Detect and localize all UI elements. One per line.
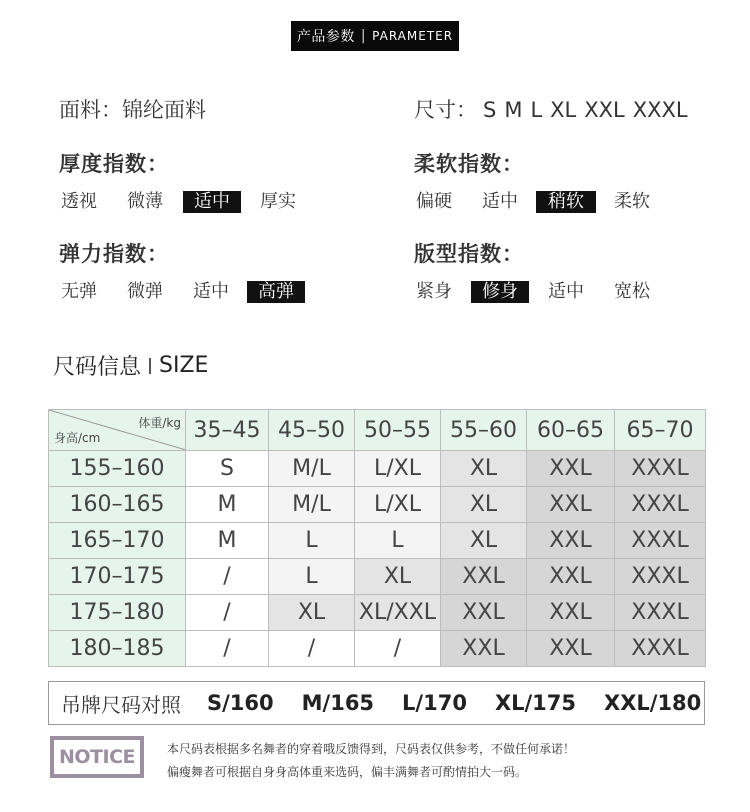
elasticity-heading: 弹力指数：: [59, 242, 169, 266]
table-row: [49, 595, 706, 631]
height-range-cell: 165–170: [49, 523, 186, 559]
size-cell: XXL: [527, 523, 615, 559]
tag-comparison-item: S/160: [207, 691, 274, 715]
size-cell: XL: [441, 487, 527, 523]
size-cell: XXXL: [615, 559, 706, 595]
weight-column-header: 55–60: [441, 410, 527, 451]
elasticity-options: [59, 281, 305, 303]
softness-option: 柔软: [614, 191, 650, 212]
size-info-title-en: SIZE: [159, 353, 209, 378]
fabric-line: 面料：锦纶面料: [59, 98, 206, 122]
size-cell: XXL: [441, 595, 527, 631]
elasticity-option: 高弹: [247, 281, 305, 303]
softness-option: 偏硬: [416, 191, 452, 212]
softness-options: [414, 191, 652, 213]
size-cell: M/L: [269, 451, 355, 487]
height-range-cell: 160–165: [49, 487, 186, 523]
size-cell: XL/XXL: [355, 595, 441, 631]
corner-header-cell: [49, 410, 186, 451]
header-separator: |: [360, 28, 367, 44]
notice-badge: [50, 736, 144, 778]
size-value: L: [530, 98, 543, 122]
size-cell: XXL: [441, 631, 527, 667]
size-cell: M: [186, 487, 269, 523]
size-cell: L/XL: [355, 451, 441, 487]
table-row: [49, 487, 706, 523]
size-cell: XXXL: [615, 523, 706, 559]
fit-option: 修身: [471, 281, 529, 303]
table-row: [49, 559, 706, 595]
tag-comparison-item: XL/175: [494, 691, 577, 715]
table-row: [49, 523, 706, 559]
elasticity-option: 微弹: [127, 281, 163, 302]
weight-column-header: 45–50: [269, 410, 355, 451]
weight-column-header: 60–65: [527, 410, 615, 451]
size-cell: XL: [269, 595, 355, 631]
size-value: S: [483, 98, 497, 122]
thickness-option: 透视: [61, 191, 97, 212]
size-cell: XXL: [527, 451, 615, 487]
size-cell: XXL: [441, 559, 527, 595]
size-cell: L: [269, 559, 355, 595]
size-cell: /: [355, 631, 441, 667]
weight-column-header: 50–55: [355, 410, 441, 451]
weight-column-header: 65–70: [615, 410, 706, 451]
weight-column-header: 35–45: [186, 410, 269, 451]
softness-option: 稍软: [536, 191, 596, 213]
fit-option: 宽松: [614, 281, 650, 302]
size-cell: XXL: [527, 595, 615, 631]
tag-comparison-item: XXL/180: [604, 691, 702, 715]
table-row: [49, 631, 706, 667]
size-value: XXL: [584, 98, 625, 122]
parameter-header-badge: [291, 21, 459, 51]
thickness-option: 厚实: [260, 191, 296, 212]
tag-comparison-item: L/170: [402, 691, 467, 715]
size-cell: L: [269, 523, 355, 559]
softness-option: 适中: [482, 191, 518, 212]
size-list-label: 尺寸：: [414, 98, 477, 122]
size-cell: S: [186, 451, 269, 487]
size-cell: /: [186, 595, 269, 631]
size-cell: XL: [355, 559, 441, 595]
header-title-en: PARAMETER: [372, 29, 454, 43]
notice-line-1: 本尺码表根据多名舞者的穿着哦反馈得到，尺码表仅供参考，不做任何承诺！: [167, 742, 576, 756]
fit-heading: 版型指数：: [414, 242, 524, 266]
tag-size-comparison: [48, 681, 705, 725]
header-title-cn: 产品参数: [296, 29, 355, 45]
size-cell: L: [355, 523, 441, 559]
size-cell: XXL: [527, 631, 615, 667]
height-range-cell: 155–160: [49, 451, 186, 487]
table-header-row: [49, 410, 706, 451]
size-info-title-cn: 尺码信息: [53, 355, 142, 380]
height-range-cell: 180–185: [49, 631, 186, 667]
thickness-heading: 厚度指数：: [59, 152, 169, 176]
size-cell: /: [186, 631, 269, 667]
elasticity-option: 无弹: [61, 281, 97, 302]
fit-option: 适中: [548, 281, 584, 302]
size-cell: XXL: [527, 559, 615, 595]
fit-option: 紧身: [416, 281, 452, 302]
height-axis-label: 身高/cm: [54, 431, 101, 445]
size-value: M: [504, 98, 523, 122]
fit-options: [414, 281, 652, 303]
thickness-options: [59, 191, 298, 213]
size-value: XXXL: [632, 98, 688, 122]
size-cell: L/XL: [355, 487, 441, 523]
height-range-cell: 175–180: [49, 595, 186, 631]
size-cell: /: [186, 559, 269, 595]
title-divider: [149, 358, 151, 374]
table-row: [49, 451, 706, 487]
size-value: XL: [550, 98, 577, 122]
size-cell: M: [186, 523, 269, 559]
notice-line-2: 偏瘦舞者可根据自身身高体重来选码，偏丰满舞者可酌情拍大一码。: [167, 765, 528, 779]
tag-comparison-label: 吊牌尺码对照: [61, 692, 181, 717]
size-chart-table: [48, 409, 706, 667]
notice-badge-text: NOTICE: [54, 740, 140, 774]
size-cell: XXXL: [615, 487, 706, 523]
height-range-cell: 170–175: [49, 559, 186, 595]
tag-comparison-item: M/165: [301, 691, 375, 715]
size-info-title: [53, 350, 208, 381]
elasticity-option: 适中: [193, 281, 229, 302]
softness-heading: 柔软指数：: [414, 152, 524, 176]
size-cell: XXXL: [615, 451, 706, 487]
thickness-option: 适中: [183, 191, 241, 213]
size-cell: M/L: [269, 487, 355, 523]
size-cell: XXXL: [615, 631, 706, 667]
size-cell: XL: [441, 523, 527, 559]
size-cell: /: [269, 631, 355, 667]
size-cell: XXXL: [615, 595, 706, 631]
thickness-option: 微薄: [127, 191, 163, 212]
size-cell: XL: [441, 451, 527, 487]
weight-axis-label: 体重/kg: [138, 416, 181, 430]
size-cell: XXL: [527, 487, 615, 523]
size-list-line: [414, 94, 696, 124]
